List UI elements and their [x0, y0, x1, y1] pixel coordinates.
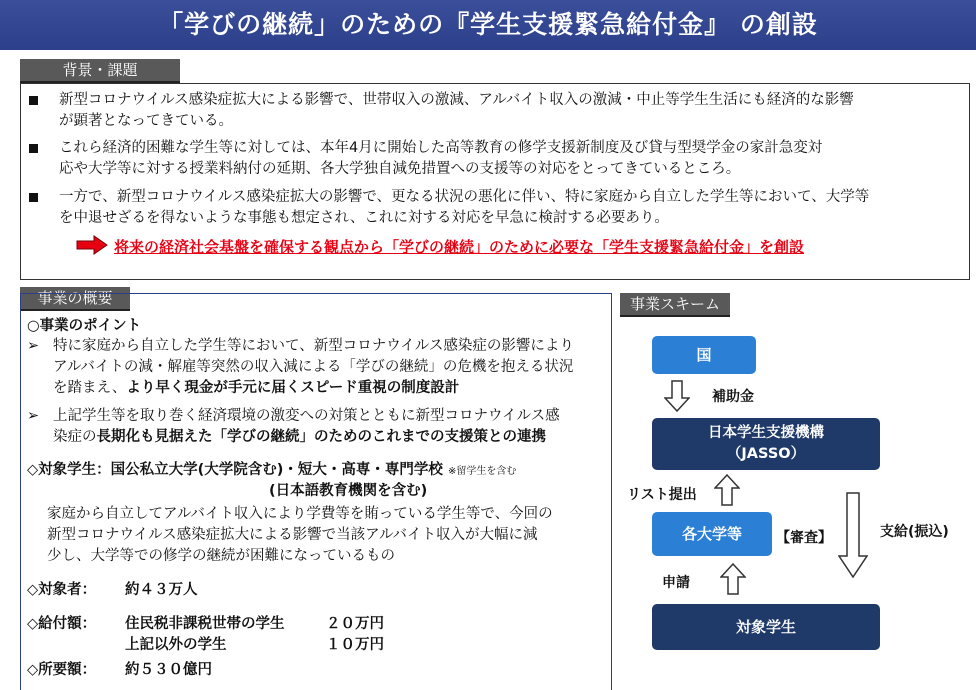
square-bullet-icon — [29, 144, 38, 153]
universities-box: 各大学等 — [652, 512, 772, 556]
apply-label: 申請 — [662, 575, 690, 591]
point-arrow-icon: ➢ — [27, 408, 40, 424]
kuni-box: 国 — [652, 336, 756, 374]
amount-label: ◇給付額： — [27, 616, 97, 632]
down-arrow-icon — [664, 380, 690, 412]
list-submit-label: リスト提出 — [627, 487, 697, 503]
count-value: 約４３万人 — [125, 582, 198, 598]
overview-tag: 事業の概要 — [20, 287, 130, 311]
payment-label: 支給(振込) — [880, 524, 949, 540]
background-bullet-2: これら経済的困難な学生等に対しては、本年4月に開始した高等教育の修学支援新制度及び貸与型奨学金の家計急変対 応や大学等に対する授業料納付の延期、各大学独自減免措置への支援等の対応をとってきているところ。 — [29, 138, 949, 180]
students-box: 対象学生 — [652, 604, 880, 650]
point-arrow-icon: ➢ — [27, 338, 40, 354]
background-bullet-1: 新型コロナウイルス感染症拡大による影響で、世帯収入の激減、アルバイト収入の激減・中止等学生生活にも経済的な影響 が顕著となってきている。 — [29, 90, 949, 132]
target-students: ◇対象学生：国公私立大学(大学院含む)・短大・高専・専門学校 ※留学生を含む — [27, 462, 517, 478]
background-box — [20, 83, 970, 280]
page-title: 「学びの継続」のための『学生支援緊急給付金』 の創設 — [0, 0, 976, 50]
up-arrow-icon — [720, 563, 746, 595]
count-label: ◇対象者： — [27, 582, 97, 598]
down-arrow-icon — [838, 492, 868, 578]
point-heading: ○事業のポイント — [27, 318, 142, 334]
square-bullet-icon — [29, 193, 38, 202]
jasso-box: 日本学生支援機構 （JASSO） — [652, 418, 880, 470]
scheme-tag: 事業スキーム — [620, 293, 730, 317]
up-arrow-icon — [714, 474, 740, 506]
overview-box: ○事業のポイント ➢ 特に家庭から自立した学生等において、新型コロナウイルス感染症の影響により アルバイトの減・解雇等突然の収入減による「学びの継続」の危機を抱える状況 を踏まえ、より早く現金が手元に届くスピード重視の制度設計 ➢ 上記学生等を取り巻く経済環境の激変への対策とともに新型コロナウイルス感 染症の長期化も見据えた「学びの継続」のためのこれまでの支援策との連携 ◇対象学生：国公私立大学(大学院含む)・短大・高専・専門学校 ※留学生を含む (日本語教育機関を含む) 家庭から自立してアルバイト収入により学費等を賄っている学生等で、今回の 新型コロナウイルス感染症拡大による影響で当該アルバイト収入が大幅に減 少し、大学等での修学の継続が困難になっているもの ◇対象者： 約４３万人 ◇給付額： 住民税非課税世帯の学生 ２０万円 上記以外の学生 １０万円 ◇所要額： 約５３０億円 — [20, 293, 612, 690]
review-label: 【審査】 — [776, 530, 832, 546]
budget-label: ◇所要額： — [27, 662, 97, 678]
subsidy-label: 補助金 — [712, 389, 754, 405]
background-bullet-3: 一方で、新型コロナウイルス感染症拡大の影響で、更なる状況の悪化に伴い、特に家庭から自立した学生等において、大学等 を中退せざるを得ないような事態も想定され、これに対する対応を早急に検討する必要あり。 — [29, 187, 949, 229]
right-arrow-icon — [76, 235, 108, 255]
budget-value: 約５３０億円 — [125, 662, 212, 678]
conclusion-line: 将来の経済社会基盤を確保する観点から「学びの継続」のために必要な「学生支援緊急給付金」を創設 — [76, 236, 804, 257]
background-tag: 背景・課題 — [20, 59, 180, 83]
square-bullet-icon — [29, 96, 38, 105]
